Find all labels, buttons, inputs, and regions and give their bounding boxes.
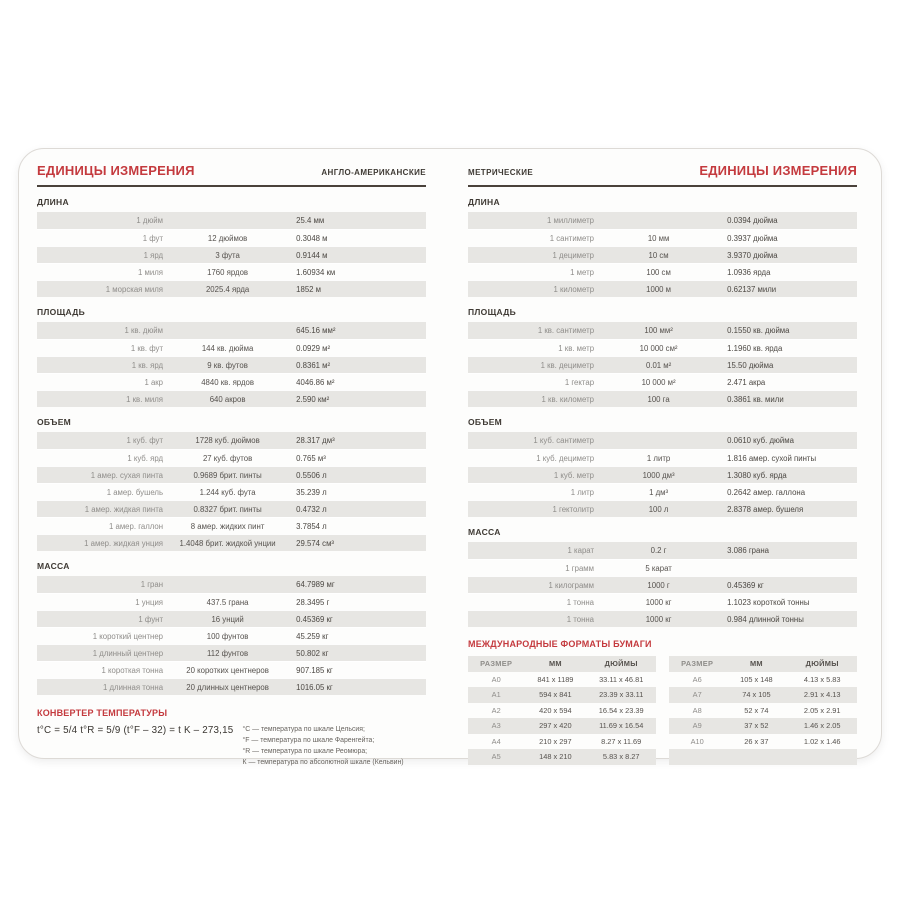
unit-equivalent: 1 литр <box>646 453 671 463</box>
unit-equivalent: 10 см <box>648 250 669 260</box>
unit-row <box>468 593 857 610</box>
unit-equivalent: 10 мм <box>647 233 670 243</box>
unit-metric-value: 29.574 см³ <box>296 538 335 548</box>
unit-row <box>468 432 857 449</box>
unit-label: 1 амер. галлон <box>108 521 164 531</box>
paper-size: A2 <box>491 705 501 715</box>
unit-equivalent: 1000 м <box>646 284 672 294</box>
paper-table-header <box>468 656 656 672</box>
unit-equivalent: 1728 куб. дюймов <box>195 436 260 445</box>
unit-equivalent: 1000 кг <box>645 614 672 624</box>
unit-equivalent: 8 амер. жидких пинт <box>190 521 265 531</box>
converter-formula: t°C = 5/4 t°R = 5/9 (t°F – 32) = t K – 273,15 <box>37 725 234 736</box>
unit-rows <box>37 212 426 297</box>
unit-rows <box>37 432 426 551</box>
unit-equivalent: 1.4048 брит. жидкой унции <box>179 538 276 548</box>
unit-row <box>37 593 426 610</box>
unit-row <box>37 373 426 390</box>
unit-row <box>37 678 426 695</box>
unit-row <box>37 483 426 500</box>
unit-metric-value: 0.4732 л <box>296 504 327 514</box>
unit-imperial-value: 0.984 длинной тонны <box>727 614 804 624</box>
unit-section <box>37 417 426 551</box>
unit-equivalent: 100 га <box>647 394 670 404</box>
unit-section <box>468 197 857 297</box>
unit-row <box>468 356 857 373</box>
unit-metric-value: 28.317 дм³ <box>296 436 335 445</box>
sections-left <box>37 197 426 695</box>
unit-label: 1 куб. фут <box>126 436 164 445</box>
column-header-mm: ММ <box>749 659 763 669</box>
unit-metric-value: 3.7854 л <box>296 521 327 531</box>
unit-imperial-value: 1.1023 короткой тонны <box>727 597 810 607</box>
unit-row <box>37 466 426 483</box>
unit-metric-value: 0.765 м³ <box>296 453 326 463</box>
unit-rows <box>468 322 857 407</box>
temperature-converter <box>37 708 426 768</box>
section-heading: МАССА <box>37 561 70 571</box>
unit-row <box>468 373 857 390</box>
unit-label: 1 миллиметр <box>547 216 595 225</box>
paper-row <box>468 672 656 688</box>
paper-formats <box>468 639 857 765</box>
unit-label: 1 дюйм <box>136 216 164 225</box>
paper-size: A3 <box>491 721 501 731</box>
unit-label: 1 килограмм <box>548 580 595 590</box>
page-title: ЕДИНИЦЫ ИЗМЕРЕНИЯ <box>37 163 195 178</box>
unit-imperial-value: 0.3861 кв. мили <box>727 394 784 404</box>
unit-row <box>37 212 426 229</box>
unit-equivalent: 437.5 грана <box>206 597 249 607</box>
unit-equivalent: 1000 г <box>647 580 670 590</box>
unit-row <box>37 449 426 466</box>
unit-label: 1 километр <box>553 284 595 294</box>
paper-mm: 841 x 1189 <box>537 674 574 684</box>
unit-row <box>37 322 426 339</box>
paper-mm: 26 x 37 <box>744 736 769 746</box>
unit-section <box>468 417 857 517</box>
unit-label: 1 гектолитр <box>552 504 595 514</box>
unit-metric-value: 4046.86 м² <box>296 377 335 387</box>
unit-row <box>37 627 426 644</box>
unit-equivalent: 0.8327 брит. пинты <box>193 504 262 514</box>
unit-equivalent: 12 дюймов <box>207 233 248 243</box>
unit-metric-value: 35.239 л <box>296 487 327 497</box>
paper-inches: 23.39 x 33.11 <box>599 690 644 700</box>
unit-label: 1 сантиметр <box>549 233 595 243</box>
converter-heading: КОНВЕРТЕР ТЕМПЕРАТУРЫ <box>37 708 168 718</box>
unit-label: 1 фунт <box>138 614 164 624</box>
converter-notes <box>243 724 426 768</box>
unit-equivalent: 1000 кг <box>645 597 672 607</box>
paper-inches: 5.83 x 8.27 <box>602 752 640 762</box>
unit-imperial-value: 1.0936 ярда <box>727 267 771 277</box>
paper-row <box>468 687 656 703</box>
paper-mm: 210 x 297 <box>539 736 572 746</box>
paper-inches: 1.46 x 2.05 <box>803 721 841 731</box>
paper-size: A1 <box>491 690 501 700</box>
unit-metric-value: 0.9144 м <box>296 250 328 260</box>
paper-mm: 297 x 420 <box>539 721 572 731</box>
unit-equivalent: 1 дм³ <box>649 487 669 497</box>
unit-imperial-value: 2.471 акра <box>727 377 766 387</box>
unit-imperial-value: 3.086 грана <box>727 546 769 555</box>
unit-metric-value: 1852 м <box>296 284 322 294</box>
unit-label: 1 грамм <box>565 563 595 573</box>
sections-right <box>468 197 857 627</box>
unit-row <box>468 466 857 483</box>
unit-row <box>468 500 857 517</box>
unit-row <box>468 576 857 593</box>
paper-mm: 594 x 841 <box>539 690 572 700</box>
unit-row <box>468 559 857 576</box>
unit-imperial-value: 2.8378 амер. бушеля <box>727 504 804 514</box>
unit-label: 1 куб. метр <box>553 470 595 480</box>
paper-row <box>669 687 857 703</box>
unit-row <box>37 534 426 551</box>
unit-imperial-value: 0.1550 кв. дюйма <box>727 326 790 335</box>
paper-row <box>669 672 857 688</box>
unit-label: 1 ярд <box>143 250 164 260</box>
unit-equivalent: 1000 дм³ <box>642 470 675 480</box>
paper-row <box>669 703 857 719</box>
unit-imperial-value: 0.0394 дюйма <box>727 216 778 225</box>
unit-row <box>37 500 426 517</box>
unit-rows <box>468 432 857 517</box>
paper-table-header <box>669 656 857 672</box>
page-anglo-american <box>37 163 426 767</box>
unit-equivalent: 3 фута <box>215 250 240 260</box>
unit-row <box>37 280 426 297</box>
unit-label: 1 кв. метр <box>558 343 595 353</box>
unit-label: 1 кв. километр <box>541 394 595 404</box>
paper-mm: 74 x 105 <box>742 690 771 700</box>
paper-inches: 11.69 x 16.54 <box>599 721 644 731</box>
unit-equivalent: 20 длинных центнеров <box>186 682 269 692</box>
unit-equivalent: 0.9689 брит. пинты <box>193 470 262 480</box>
section-heading: ОБЪЕМ <box>37 417 72 427</box>
unit-label: 1 куб. ярд <box>127 453 164 463</box>
unit-section <box>37 561 426 695</box>
unit-equivalent: 0.01 м² <box>645 360 672 370</box>
unit-rows <box>468 212 857 297</box>
paper-row <box>468 749 656 765</box>
unit-imperial-value: 1.1960 кв. ярда <box>727 343 783 353</box>
unit-metric-value: 645.16 мм² <box>296 326 336 335</box>
paper-row <box>669 749 857 765</box>
unit-label: 1 миля <box>138 267 164 277</box>
unit-equivalent: 4840 кв. ярдов <box>201 377 254 387</box>
unit-label: 1 куб. дециметр <box>536 453 595 463</box>
unit-label: 1 амер. бушель <box>106 487 164 497</box>
paper-mm: 37 x 52 <box>744 721 769 731</box>
unit-row <box>37 432 426 449</box>
unit-label: 1 короткая тонна <box>101 665 164 675</box>
paper-mm: 148 x 210 <box>539 752 572 762</box>
unit-label: 1 унция <box>135 597 164 607</box>
unit-row <box>37 610 426 627</box>
unit-label: 1 акр <box>144 377 164 387</box>
converter-note: °R — температура по шкале Реомюра; <box>242 748 368 756</box>
unit-label: 1 длинная тонна <box>102 682 164 692</box>
unit-equivalent: 100 л <box>648 504 669 514</box>
unit-row <box>468 390 857 407</box>
unit-row <box>37 390 426 407</box>
converter-note: °F — температура по шкале Фаренгейта; <box>242 737 375 745</box>
paper-inches: 2.91 x 4.13 <box>803 690 841 700</box>
unit-label: 1 гектар <box>564 377 595 387</box>
unit-label: 1 амер. жидкая унция <box>84 538 164 548</box>
paper-inches: 2.05 x 2.91 <box>803 705 841 715</box>
unit-label: 1 кв. дециметр <box>540 360 595 370</box>
unit-metric-value: 1016.05 кг <box>296 682 333 692</box>
unit-row <box>468 280 857 297</box>
unit-label: 1 тонна <box>566 597 595 607</box>
unit-label: 1 короткий центнер <box>92 631 164 641</box>
paper-row <box>468 703 656 719</box>
unit-imperial-value: 1.3080 куб. ярда <box>727 470 787 480</box>
unit-row <box>468 449 857 466</box>
unit-row <box>37 356 426 373</box>
paper-size: A9 <box>692 721 702 731</box>
unit-label: 1 гран <box>140 580 164 589</box>
converter-note: К — температура по абсолютной шкале (Кельвин) <box>242 759 404 767</box>
paper-size: A0 <box>491 674 501 684</box>
paper-row <box>468 734 656 750</box>
paper-row <box>468 718 656 734</box>
unit-label: 1 кв. фут <box>130 343 164 353</box>
unit-row <box>37 246 426 263</box>
unit-metric-value: 0.5506 л <box>296 470 327 480</box>
column-header-size: РАЗМЕР <box>681 659 714 669</box>
unit-equivalent: 144 кв. дюйма <box>201 343 254 353</box>
unit-label: 1 дециметр <box>552 250 595 260</box>
page-header <box>468 163 857 187</box>
paper-inches: 16.54 x 23.39 <box>598 705 644 715</box>
section-heading: ПЛОЩАДЬ <box>37 307 86 317</box>
unit-equivalent: 10 000 м² <box>641 377 676 387</box>
paper-inches: 8.27 x 11.69 <box>601 736 642 746</box>
unit-metric-value: 28.3495 г <box>296 597 330 607</box>
unit-label: 1 тонна <box>566 614 595 624</box>
section-heading: ДЛИНА <box>37 197 69 207</box>
unit-row <box>468 322 857 339</box>
paper-tables <box>468 656 857 765</box>
paper-table-a0-a5 <box>468 656 656 765</box>
unit-label: 1 кв. дюйм <box>124 326 164 335</box>
unit-section <box>468 527 857 627</box>
unit-label: 1 метр <box>570 267 595 277</box>
paper-table-body <box>468 672 656 765</box>
unit-section <box>37 307 426 407</box>
unit-label: 1 куб. сантиметр <box>533 436 595 445</box>
paper-size: A4 <box>491 736 501 746</box>
unit-equivalent: 1760 ярдов <box>207 267 249 277</box>
paper-table-body <box>669 672 857 765</box>
unit-metric-value: 50.802 кг <box>296 648 329 658</box>
unit-imperial-value: 1.816 амер. сухой пинты <box>727 453 817 463</box>
page-metric <box>468 163 857 762</box>
unit-imperial-value: 0.45369 кг <box>727 580 764 590</box>
paper-mm: 105 x 148 <box>740 674 773 684</box>
section-heading: МАССА <box>468 527 501 537</box>
unit-equivalent: 640 акров <box>209 394 246 404</box>
paper-inches: 33.11 x 46.81 <box>599 674 644 684</box>
unit-label: 1 амер. сухая пинта <box>90 470 164 480</box>
unit-equivalent: 20 коротких центнеров <box>186 665 269 675</box>
unit-rows <box>37 576 426 695</box>
paper-formats-heading: МЕЖДУНАРОДНЫЕ ФОРМАТЫ БУМАГИ <box>468 639 652 649</box>
unit-metric-value: 907.185 кг <box>296 665 333 675</box>
unit-row <box>37 661 426 678</box>
paper-size: A6 <box>692 674 702 684</box>
paper-mm: 420 x 594 <box>539 705 572 715</box>
unit-label: 1 литр <box>570 487 595 497</box>
page-title: ЕДИНИЦЫ ИЗМЕРЕНИЯ <box>699 163 857 178</box>
converter-body <box>37 724 426 768</box>
paper-size: A10 <box>690 736 704 746</box>
unit-equivalent: 10 000 см² <box>639 343 678 353</box>
unit-equivalent: 0.2 г <box>650 546 667 555</box>
unit-equivalent: 112 фунтов <box>207 648 249 658</box>
unit-imperial-value: 0.3937 дюйма <box>727 233 778 243</box>
paper-row <box>669 718 857 734</box>
unit-metric-value: 1.60934 км <box>296 267 336 277</box>
unit-equivalent: 1.244 куб. фута <box>199 487 256 497</box>
unit-imperial-value: 0.2642 амер. галлона <box>727 487 806 497</box>
paper-table-a6-a10 <box>669 656 857 765</box>
column-header-size: РАЗМЕР <box>480 659 513 669</box>
unit-row <box>468 483 857 500</box>
unit-row <box>37 263 426 280</box>
unit-metric-value: 2.590 км² <box>296 394 330 404</box>
unit-label: 1 фут <box>142 233 164 243</box>
section-heading: ОБЪЕМ <box>468 417 503 427</box>
column-header-mm: ММ <box>548 659 562 669</box>
column-header-inches: ДЮЙМЫ <box>604 659 638 669</box>
unit-equivalent: 16 унций <box>211 614 244 624</box>
page-subtitle: МЕТРИЧЕСКИЕ <box>468 168 534 177</box>
unit-row <box>468 212 857 229</box>
paper-row <box>669 734 857 750</box>
unit-label: 1 длинный центнер <box>92 648 164 658</box>
unit-label: 1 кв. миля <box>126 394 164 404</box>
unit-row <box>468 246 857 263</box>
unit-row <box>37 576 426 593</box>
unit-section <box>468 307 857 407</box>
unit-row <box>468 339 857 356</box>
unit-imperial-value: 0.0610 куб. дюйма <box>727 436 794 445</box>
unit-row <box>468 542 857 559</box>
unit-metric-value: 0.0929 м² <box>296 343 331 353</box>
unit-label: 1 карат <box>567 546 595 555</box>
paper-size: A7 <box>692 690 702 700</box>
unit-row <box>37 339 426 356</box>
unit-metric-value: 0.45369 кг <box>296 614 333 624</box>
unit-row <box>37 517 426 534</box>
paper-inches: 4.13 x 5.83 <box>803 674 841 684</box>
paper-mm: 52 x 74 <box>744 705 769 715</box>
unit-section <box>37 197 426 297</box>
section-heading: ДЛИНА <box>468 197 500 207</box>
unit-metric-value: 0.3048 м <box>296 233 328 243</box>
unit-metric-value: 64.7989 мг <box>296 580 335 589</box>
unit-imperial-value: 15.50 дюйма <box>727 360 774 370</box>
unit-metric-value: 0.8361 м² <box>296 360 331 370</box>
unit-label: 1 кв. сантиметр <box>537 326 595 335</box>
page-header <box>37 163 426 187</box>
unit-equivalent: 100 фунтов <box>206 631 249 641</box>
paper-size: A8 <box>692 705 702 715</box>
unit-equivalent: 27 куб. футов <box>202 453 253 463</box>
unit-row <box>468 263 857 280</box>
unit-label: 1 амер. жидкая пинта <box>84 504 164 514</box>
page-subtitle: АНГЛО-АМЕРИКАНСКИЕ <box>321 168 426 177</box>
unit-row <box>37 229 426 246</box>
paper-size: A5 <box>491 752 501 762</box>
unit-imperial-value: 3.9370 дюйма <box>727 250 778 260</box>
diary-spread <box>18 148 882 767</box>
unit-equivalent: 100 мм² <box>644 326 673 335</box>
paper-inches: 1.02 x 1.46 <box>803 736 841 746</box>
unit-rows <box>468 542 857 627</box>
unit-row <box>468 229 857 246</box>
converter-note: °C — температура по шкале Цельсия; <box>242 726 365 733</box>
section-heading: ПЛОЩАДЬ <box>468 307 517 317</box>
unit-equivalent: 2025.4 ярда <box>205 284 250 294</box>
unit-rows <box>37 322 426 407</box>
unit-equivalent: 5 карат <box>645 563 672 573</box>
unit-row <box>468 610 857 627</box>
unit-imperial-value: 0.62137 мили <box>727 284 777 294</box>
unit-equivalent: 9 кв. футов <box>207 360 248 370</box>
unit-row <box>37 644 426 661</box>
unit-label: 1 кв. ярд <box>131 360 164 370</box>
unit-metric-value: 45.259 кг <box>296 631 329 641</box>
column-header-inches: ДЮЙМЫ <box>805 659 839 669</box>
unit-label: 1 морская миля <box>105 284 164 294</box>
unit-metric-value: 25.4 мм <box>296 216 325 225</box>
unit-equivalent: 100 см <box>646 267 671 277</box>
